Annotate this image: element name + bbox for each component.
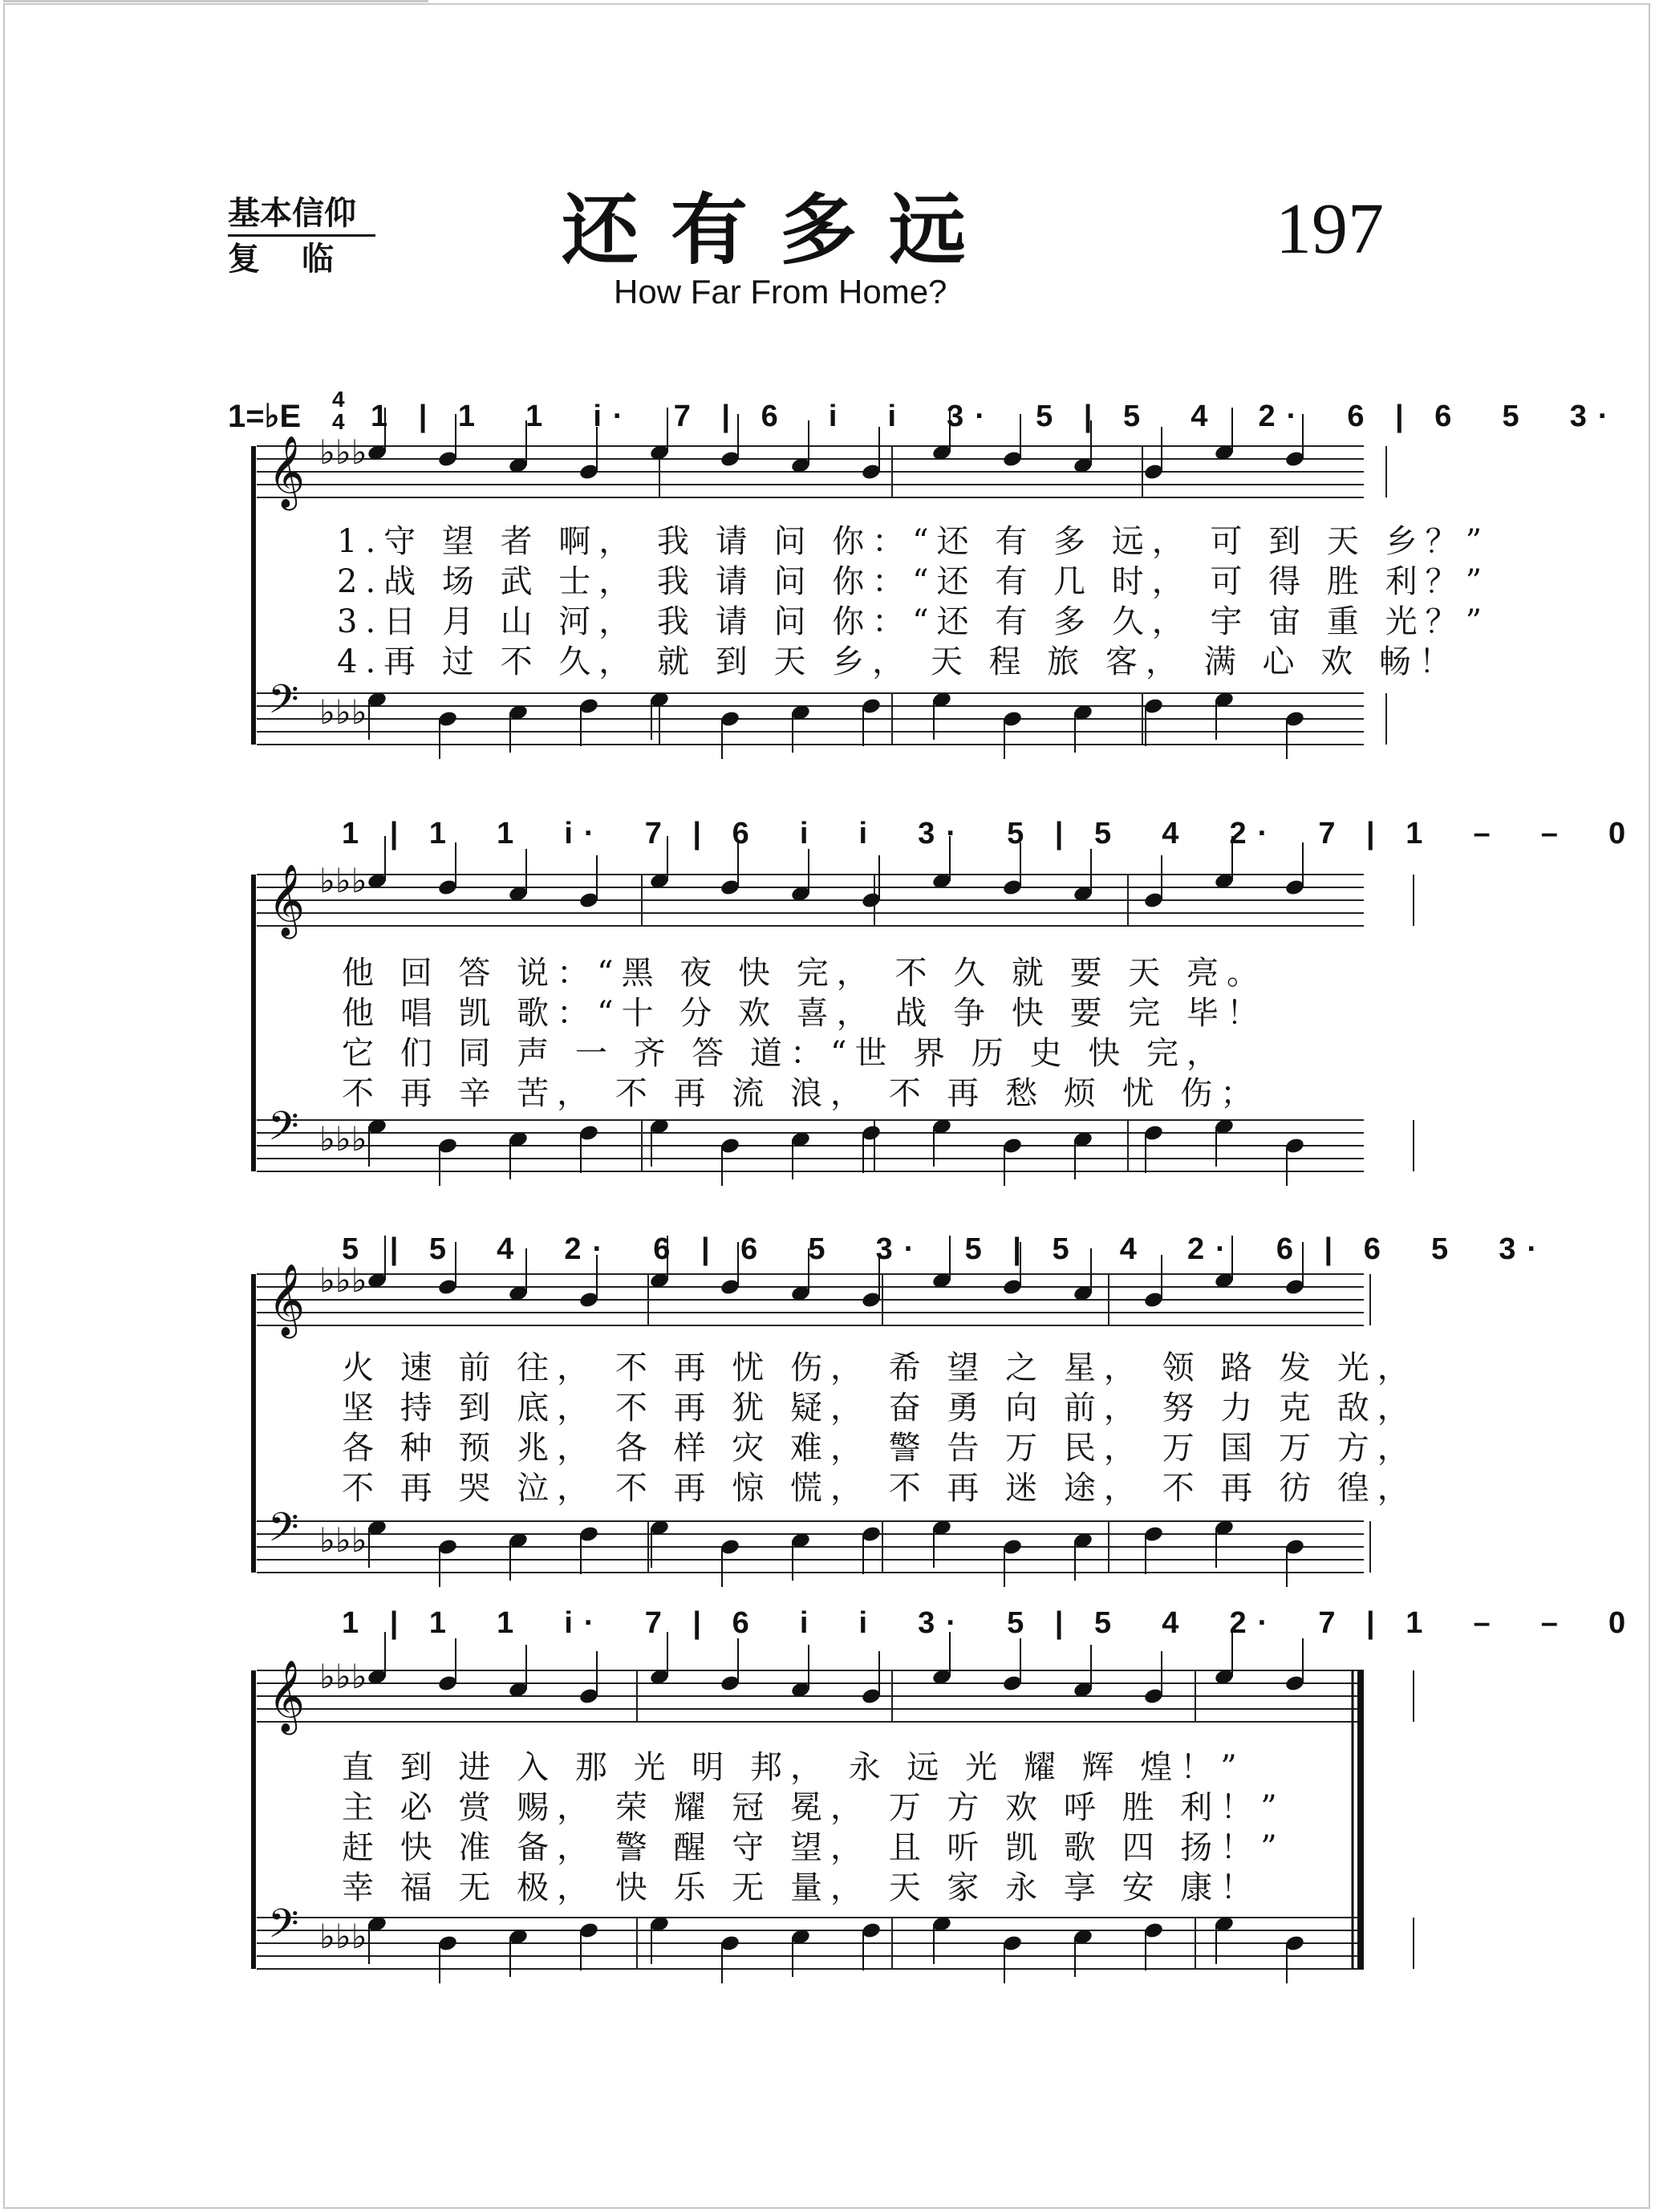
- hymn-subtitle: How Far From Home?: [614, 273, 947, 310]
- time-signature-bottom: 4: [332, 409, 345, 434]
- hymn-title: 还有多远: [562, 185, 998, 275]
- lyric-line-3-2: 坚 持 到 底， 不 再 犹 疑， 奋 勇 向 前， 努 力 克 敌，: [342, 1390, 1418, 1427]
- lyric-line-4-1: 直 到 进 入 那 光 明 邦， 永 远 光 耀 辉 煌！”: [342, 1749, 1245, 1786]
- category-line-2: 复临: [228, 240, 375, 278]
- bass-clef: 𝄢: [268, 1901, 299, 1957]
- flat-sign: ♭♭♭: [319, 1260, 367, 1300]
- jianpu-line-1: 1 | 1 1 i· 7 | 6 i i 3· 5 | 5 4 2· 6 | 6 5 3·: [371, 400, 1620, 433]
- treble-clef: 𝄞: [268, 864, 306, 936]
- jianpu-line-2: 1 | 1 1 i· 7 | 6 i i 3· 5 | 5 4 2· 7 | 1 – – 0: [342, 817, 1637, 850]
- lyric-line-3-1: 火 速 前 往， 不 再 忧 伤， 希 望 之 星， 领 路 发 光，: [342, 1350, 1418, 1386]
- lyric-line-2-2: 他 唱 凯 歌：“十 分 欢 喜， 战 争 快 要 完 毕！: [342, 995, 1268, 1032]
- flat-sign: ♭♭♭: [319, 1119, 367, 1159]
- lyric-line-4-4: 幸 福 无 极， 快 乐 无 量， 天 家 永 享 安 康！: [342, 1869, 1261, 1906]
- flat-sign: ♭♭♭: [319, 861, 367, 900]
- lyric-line-1-1: 1.守 望 者 啊， 我 请 问 你：“还 有 多 远， 可 到 天 乡？”: [337, 523, 1491, 560]
- bass-clef: 𝄢: [268, 1103, 299, 1159]
- treble-clef: 𝄞: [268, 436, 306, 508]
- flat-sign: ♭♭♭: [319, 1520, 367, 1560]
- flat-sign: ♭♭♭: [319, 692, 367, 732]
- bass-clef: 𝄢: [268, 1504, 299, 1561]
- hymn-number: 197: [1276, 189, 1384, 269]
- key-signature: 1=♭E: [228, 399, 302, 434]
- jianpu-line-4: 1 | 1 1 i· 7 | 6 i i 3· 5 | 5 4 2· 7 | 1 – – 0: [342, 1606, 1637, 1640]
- lyric-line-2-3: 它 们 同 声 一 齐 答 道：“世 界 历 史 快 完，: [342, 1035, 1227, 1072]
- lyric-line-1-4: 4.再 过 不 久， 就 到 天 乡， 天 程 旅 客， 满 心 欢 畅！: [337, 643, 1459, 680]
- lyric-line-2-1: 他 回 答 说：“黑 夜 快 完， 不 久 就 要 天 亮。: [342, 955, 1268, 992]
- bass-clef: 𝄢: [268, 676, 299, 733]
- flat-sign: ♭♭♭: [319, 1657, 367, 1696]
- lyric-line-4-3: 赶 快 准 备， 警 醒 守 望， 且 听 凯 歌 四 扬！”: [342, 1829, 1285, 1866]
- lyric-line-4-2: 主 必 赏 赐， 荣 耀 冠 冕， 万 方 欢 呼 胜 利！”: [342, 1789, 1285, 1826]
- lyric-line-3-4: 不 再 哭 泣， 不 再 惊 慌， 不 再 迷 途， 不 再 彷 徨，: [342, 1470, 1418, 1507]
- lyric-line-2-4: 不 再 辛 苦， 不 再 流 浪， 不 再 愁 烦 忧 伤；: [342, 1075, 1261, 1112]
- flat-sign: ♭♭♭: [319, 1917, 367, 1956]
- treble-clef: 𝄞: [268, 1264, 306, 1336]
- time-signature-top: 4: [332, 387, 345, 412]
- treble-clef: 𝄞: [268, 1660, 306, 1732]
- lyric-line-1-3: 3.日 月 山 河， 我 请 问 你：“还 有 多 久， 宇 宙 重 光？”: [337, 603, 1491, 640]
- lyric-line-3-3: 各 种 预 兆， 各 样 灾 难， 警 告 万 民， 万 国 万 方，: [342, 1430, 1418, 1467]
- lyric-line-1-2: 2.战 场 武 士， 我 请 问 你：“还 有 几 时， 可 得 胜 利？”: [337, 563, 1491, 600]
- flat-sign: ♭♭♭: [319, 432, 367, 472]
- jianpu-line-3: 5 | 5 4 2· 6 | 6 5 3· 5 | 5 4 2· 6 | 6 5 3·: [342, 1232, 1549, 1266]
- category-line-1: 基本信仰: [228, 194, 375, 237]
